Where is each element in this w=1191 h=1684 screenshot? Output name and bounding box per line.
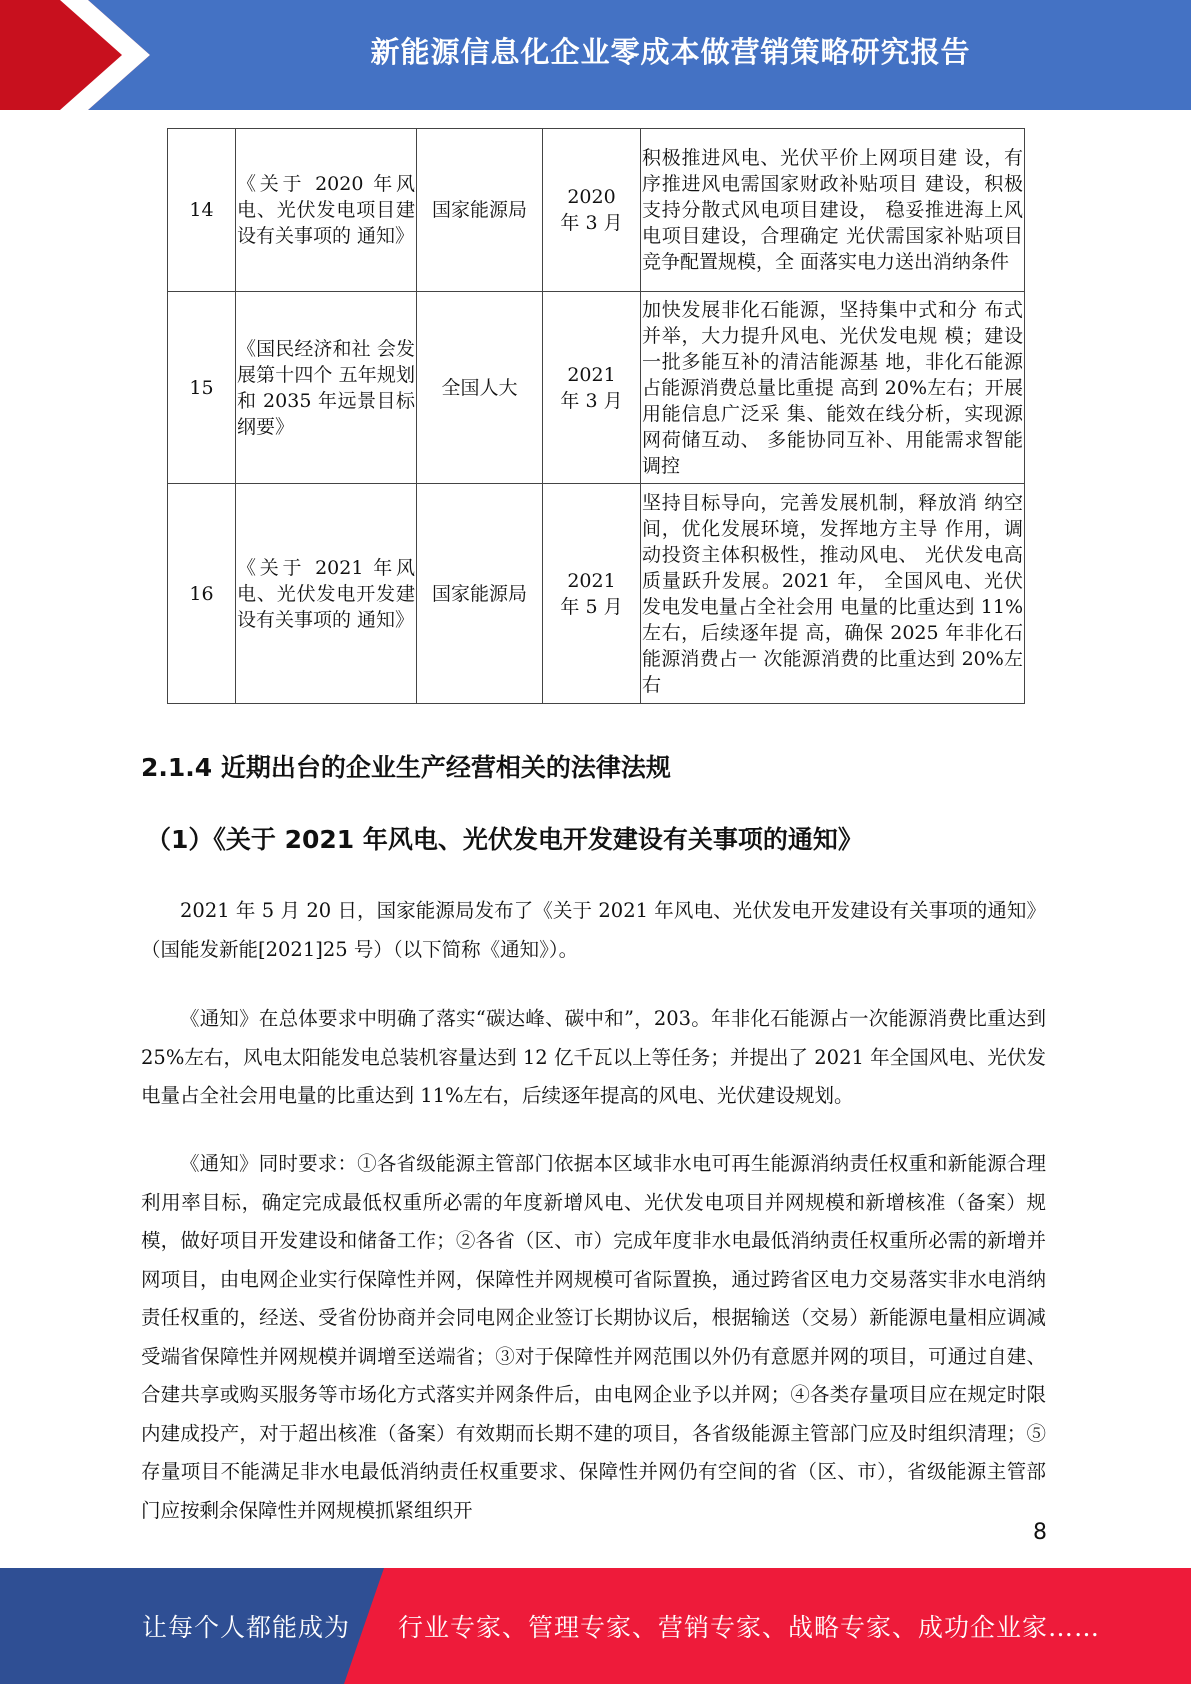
- page-footer: [0, 1568, 1191, 1684]
- issue-date: 2020 年 3 月: [543, 129, 641, 292]
- table-row: [168, 292, 1025, 484]
- policy-content: 坚持目标导向，完善发展机制，释放消 纳空间，优化发展环境，发挥地方主导 作用，调动投资主体积极性，推动风电、 光伏发电高质量跃升发展。2021 年， 全国风电、光伏发电发电量占全社会用 电量的比重达到 11%左右，后续逐年提 高，确保 2025 年非化石能源消费占一 次能源消费的比重达到 20%左右: [641, 484, 1025, 704]
- page-number: 8: [1033, 1520, 1047, 1545]
- policy-name: 《国民经济和社 会发展第十四个 五年规划和 2035 年远景目标纲要》: [236, 292, 417, 484]
- policy-content: 积极推进风电、光伏平价上网项目建 设，有序推进风电需国家财政补贴项目 建设，积极支持分散式风电项目建设， 稳妥推进海上风电项目建设，合理确定 光伏需国家补贴项目竞争配置规模，全 面落实电力送出消纳条件: [641, 129, 1025, 292]
- page-header: [0, 0, 1191, 110]
- row-number: 14: [168, 129, 236, 292]
- issuing-department: 全国人大: [417, 292, 543, 484]
- issuing-department: 国家能源局: [417, 129, 543, 292]
- footer-slogan-right: 行业专家、管理专家、营销专家、战略专家、成功企业家……: [398, 1613, 1101, 1642]
- row-number: 16: [168, 484, 236, 704]
- issuing-department: 国家能源局: [417, 484, 543, 704]
- issue-date: 2021 年 5 月: [543, 484, 641, 704]
- body-paragraph: 《通知》同时要求：①各省级能源主管部门依据本区域非水电可再生能源消纳责任权重和新能源合理利用率目标，确定完成最低权重所必需的年度新增风电、光伏发电项目并网规模和新增核准（备案）规模，做好项目开发建设和储备工作；②各省（区、市）完成年度非水电最低消纳责任权重所必需的新增并网项目，由电网企业实行保障性并网，保障性并网规模可省际置换，通过跨省区电力交易落实非水电消纳责任权重的，经送、受省份协商并会同电网企业签订长期协议后，根据输送（交易）新能源电量相应调减受端省保障性并网规模并调增至送端省；③对于保障性并网范围以外仍有意愿并网的项目，可通过自建、合建共享或购买服务等市场化方式落实并网条件后，由电网企业予以并网；④各类存量项目应在规定时限内建成投产，对于超出核准（备案）有效期而长期不建的项目，各省级能源主管部门应及时组织清理；⑤存量项目不能满足非水电最低消纳责任权重要求、保障性并网仍有空间的省（区、市），省级能源主管部门应按剩余保障性并网规模抓紧组织开: [141, 1152, 1046, 1522]
- body-paragraph: 2021 年 5 月 20 日，国家能源局发布了《关于 2021 年风电、光伏发电开发建设有关事项的通知》（国能发新能[2021]25 号）（以下简称《通知》）。: [141, 899, 1046, 961]
- row-number: 15: [168, 292, 236, 484]
- table-row: [168, 129, 1025, 292]
- section-heading: 2.1.4 近期出台的企业生产经营相关的法律法规: [141, 753, 671, 782]
- issue-date: 2021 年 3 月: [543, 292, 641, 484]
- policy-table: [167, 128, 1025, 704]
- policy-content: 加快发展非化石能源，坚持集中式和分 布式并举，大力提升风电、光伏发电规 模；建设一批多能互补的清洁能源基 地，非化石能源占能源消费总量比重提 高到 20%左右；开展用能信息广泛采 集、能效在线分析，实现源网荷储互动、 多能协同互补、用能需求智能调控: [641, 292, 1025, 484]
- policy-name: 《关于 2020 年风电、光伏发电项目建设有关事项的 通知》: [236, 129, 417, 292]
- footer-slogan-left: 让每个人都能成为: [142, 1613, 351, 1642]
- body-paragraph: 《通知》在总体要求中明确了落实“碳达峰、碳中和”，203。年非化石能源占一次能源消费比重达到 25%左右，风电太阳能发电总装机容量达到 12 亿千瓦以上等任务；并提出了 2021 年全国风电、光伏发电量占全社会用电量的比重达到 11%左右，后续逐年提高的风电、光伏建设规划。: [141, 1007, 1046, 1107]
- policy-name: 《关于 2021 年风电、光伏发电开发建设有关事项的 通知》: [236, 484, 417, 704]
- table-row: [168, 484, 1025, 704]
- report-title: 新能源信息化企业零成本做营销策略研究报告: [370, 34, 971, 69]
- section-subheading: （1）《关于 2021 年风电、光伏发电开发建设有关事项的通知》: [146, 825, 863, 854]
